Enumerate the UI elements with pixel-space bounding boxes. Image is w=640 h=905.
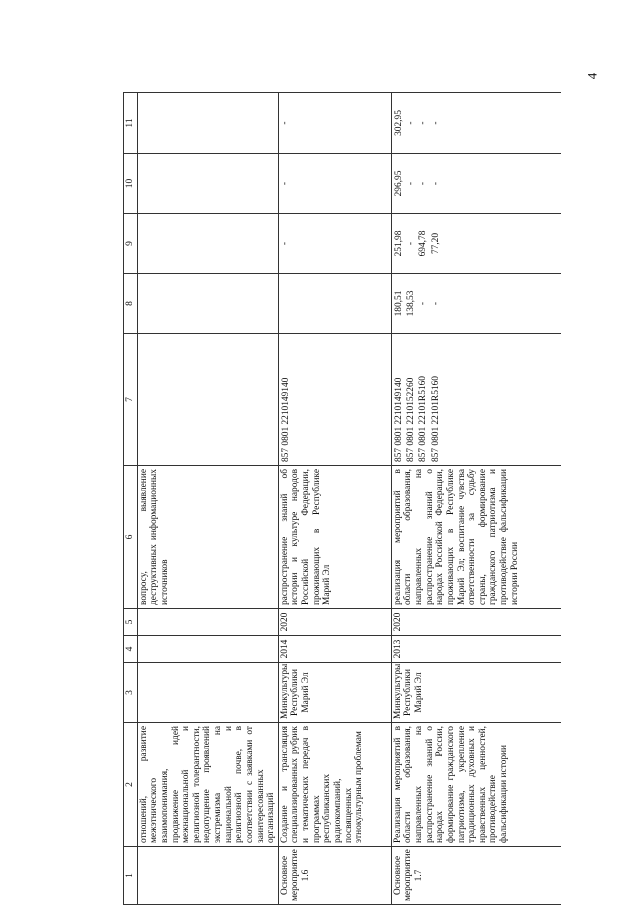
budget-code: 857 0801 2210149140 [280, 377, 291, 462]
cell-executor: Минкультуры Республики Марий Эл [278, 663, 391, 723]
cell-measure-label: Основное мероприятие 1.6 [278, 847, 391, 905]
amount-value: 180,51 [393, 290, 404, 317]
cell-budget-code [278, 334, 391, 466]
column-number: 6 [124, 466, 138, 609]
cell-amounts-col9 [391, 214, 561, 274]
amount-value: - [430, 121, 441, 125]
cell-amounts-col11 [391, 93, 561, 154]
amount-value: 77,20 [430, 232, 441, 255]
column-number-header [124, 93, 138, 905]
column-number: 11 [124, 93, 138, 154]
cell-amount-dash: - [278, 93, 391, 154]
column-number: 5 [124, 609, 138, 636]
amount-value: - [430, 181, 441, 186]
column-number: 8 [124, 274, 138, 334]
column-number: 4 [124, 636, 138, 663]
cell-measure-title: Реализация мероприятий в области образования, направленных на распространение знаний о народах России, формирование гражданского патриотизма, укрепление традиционных духовных и нравственных ценностей, противодействие фальсификации истории [391, 723, 561, 847]
amount-value: - [418, 181, 429, 186]
program-table-sheet [123, 93, 523, 905]
column-number: 3 [124, 663, 138, 723]
cell-amounts-col8 [391, 274, 561, 334]
cell-executor: Минкультуры Республики Марий Эл [391, 663, 561, 723]
cell-expected-result: распространение знаний об истории и культуре народов Российской Федерации, проживающих в Республике Марий Эл [278, 466, 391, 609]
column-number: 10 [124, 154, 138, 214]
amount-value: 251,98 [393, 230, 404, 257]
cell-measure-label: Основное мероприятие 1.7 [391, 847, 561, 905]
amount-value: - [418, 301, 429, 306]
cell-amount-dash: - [278, 154, 391, 214]
cell-expected-result: вопросу, выявление деструктивных информационных источников [137, 466, 278, 609]
program-table [123, 92, 561, 905]
budget-code: 857 0801 22101R5160 [418, 376, 429, 462]
budget-code: 857 0801 22101R5160 [430, 376, 441, 462]
amount-value: - [406, 121, 417, 125]
amount-value: 138,53 [406, 290, 417, 317]
amount-value: - [418, 121, 429, 125]
cell-measure-title: Создание и трансляция специализированных рубрик и тематических передач в программах республиканских радиокомпаний, посвященных этнокультурным проблемам [278, 723, 391, 847]
cell-expected-result: реализация мероприятий в области образования, направленных на распространение знаний о народах Российской Федерации, проживающих в Республике Марий Эл; воспитание чувства ответственности за судьбу страны, формирование гражданского патриотизма и противодействие фальсификации истории России [391, 466, 561, 609]
page-number: 4 [584, 72, 600, 80]
cell-start-year: 2014 [278, 636, 391, 663]
column-number: 9 [124, 214, 138, 274]
amount-value: - [406, 241, 417, 246]
column-number: 7 [124, 334, 138, 466]
cell-start-year: 2013 [391, 636, 561, 663]
table-row-measure-1-6 [278, 93, 391, 905]
budget-code: 857 0801 2210149140 [393, 377, 404, 462]
cell-measure-description: отношений, развитие межэтнического взаимопонимания, продвижение идей межнациональной и религиозной толерантности, недопущение проявлений экстремизма на национальной и религиозной почве, в соответствии с заявками от заинтересованных организаций [137, 723, 278, 847]
table-row-continuation [137, 93, 278, 905]
amount-value: - [406, 181, 417, 186]
cell-amounts-col10 [391, 154, 561, 214]
cell-end-year: 2020 [391, 609, 561, 636]
cell-budget-codes [391, 334, 561, 466]
column-number: 1 [124, 847, 138, 905]
cell-amount-dash: - [278, 214, 391, 274]
amount-value: 302,95 [393, 110, 404, 136]
table-row-measure-1-7 [391, 93, 561, 905]
amount-value: 296,95 [393, 170, 404, 197]
amount-value: 694,78 [418, 230, 429, 257]
amount-value: - [430, 301, 441, 306]
column-number: 2 [124, 723, 138, 847]
budget-code: 857 0801 2210152260 [406, 377, 417, 462]
cell-end-year: 2020 [278, 609, 391, 636]
